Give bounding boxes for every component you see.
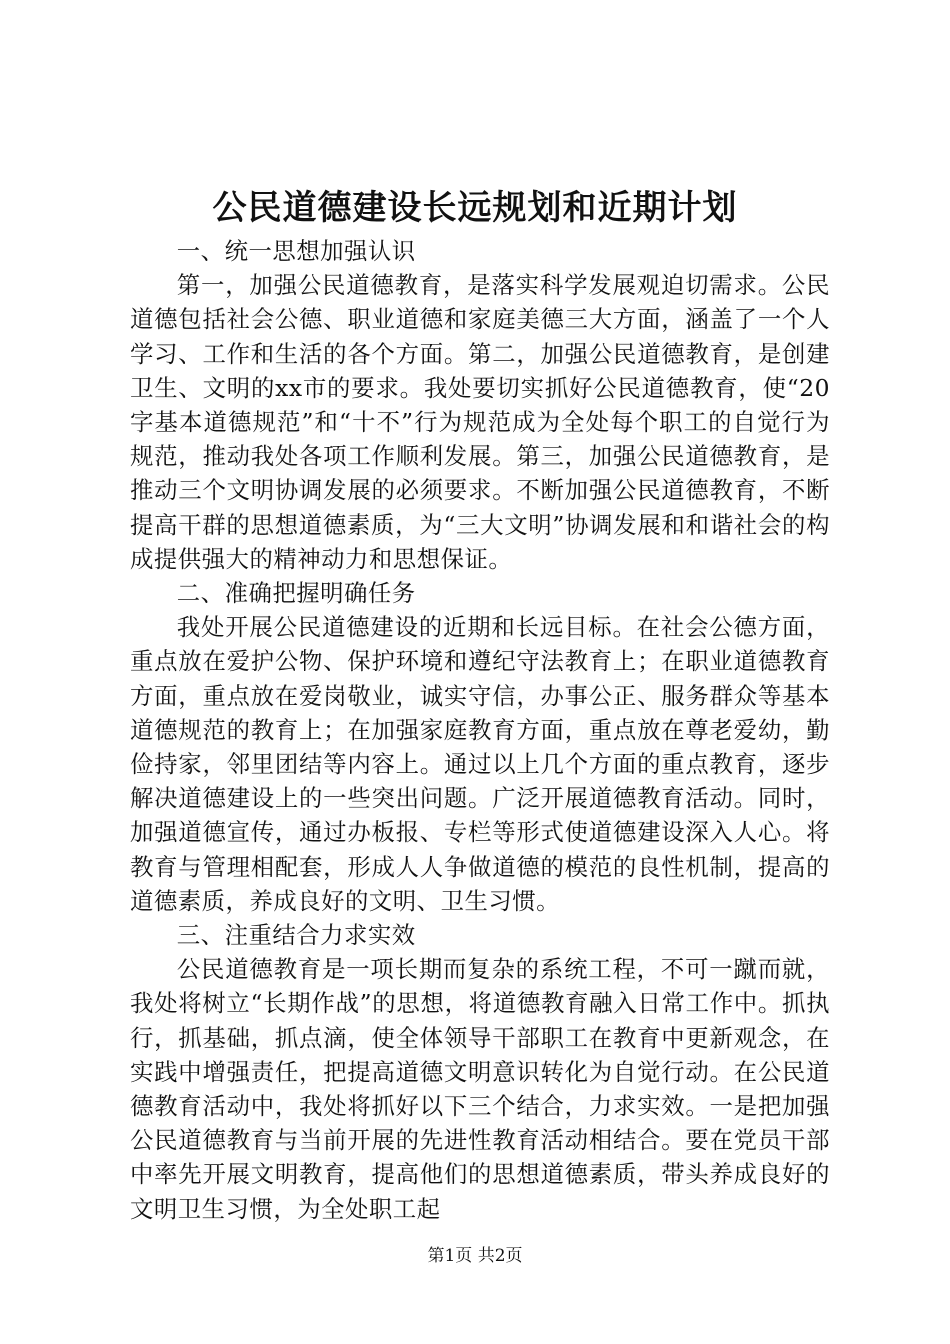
section-heading-3: 三、注重结合力求实效 bbox=[176, 921, 416, 950]
section-heading-2: 二、准确把握明确任务 bbox=[176, 579, 416, 608]
section-paragraph-2: 我处开展公民道德建设的近期和长远目标。在社会公德方面，重点放在爱护公物、保护环境和遵纪守法教育上；在职业道德教育方面，重点放在爱岗敬业，诚实守信，办事公正、服务群众等基本道德规范的教育上；在加强家庭教育方面，重点放在尊老爱幼，勤俭持家，邻里团结等内容上。通过以上几个方面的重点教育，逐步解决道德建设上的一些突出问题。广泛开展道德教育活动。同时，加强道德宣传，通过办板报、专栏等形式使道德建设深入人心。将教育与管理相配套，形成人人争做道德的模范的良性机制，提高的道德素质，养成良好的文明、卫生习惯。 bbox=[130, 613, 830, 915]
section-paragraph-3: 公民道德教育是一项长期而复杂的系统工程，不可一蹴而就，我处将树立“长期作战”的思想，将道德教育融入日常工作中。抓执行，抓基础，抓点滴，使全体领导干部职工在教育中更新观念，在实践中增强责任，把提高道德文明意识转化为自觉行动。在公民道德教育活动中，我处将抓好以下三个结合，力求实效。一是把加强公民道德教育与当前开展的先进性教育活动相结合。要在党员干部中率先开展文明教育，提高他们的思想道德素质，带头养成良好的文明卫生习惯，为全处职工起 bbox=[130, 955, 830, 1223]
document-title: 公民道德建设长远规划和近期计划 bbox=[212, 188, 738, 228]
section-heading-1: 一、统一思想加强认识 bbox=[176, 237, 416, 265]
document-body bbox=[130, 234, 830, 1226]
section-paragraph-1: 第一，加强公民道德教育，是落实科学发展观迫切需求。公民道德包括社会公德、职业道德和家庭美德三大方面，涵盖了一个人学习、工作和生活的各个方面。第二，加强公民道德教育，是创建卫生、文明的xx市的要求。我处要切实抓好公民道德教育，使“20字基本道德规范”和“十不”行为规范成为全处每个职工的自觉行为规范，推动我处各项工作顺利发展。第三，加强公民道德教育，是推动三个文明协调发展的必须要求。不断加强公民道德教育，不断提高干群的思想道德素质，为“三大文明”协调发展和和谐社会的构成提供强大的精神动力和思想保证。 bbox=[130, 271, 830, 573]
page-number-footer: 第1页 共2页 bbox=[427, 1246, 523, 1266]
